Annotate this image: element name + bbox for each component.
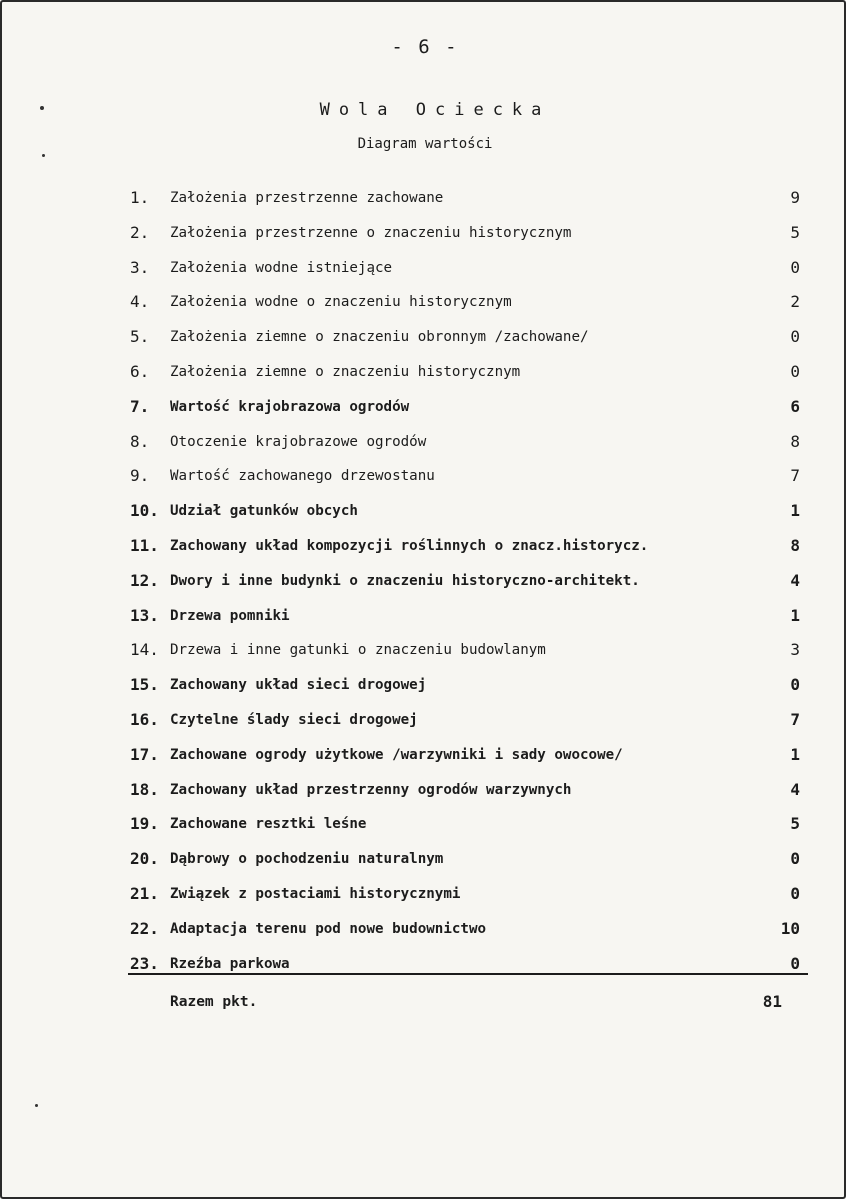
table-row — [130, 428, 800, 463]
row-number: 14. — [130, 640, 159, 660]
value-table — [130, 184, 800, 984]
row-number: 8. — [130, 431, 150, 451]
row-label: Założenia ziemne o znaczeniu obronnym /zachowane/ — [170, 329, 589, 346]
row-value: 6 — [790, 396, 800, 416]
row-number: 22. — [130, 918, 159, 938]
row-number: 7. — [130, 396, 150, 416]
row-number: 11. — [130, 535, 159, 555]
row-number: 13. — [130, 605, 159, 625]
row-label: Rzeźba parkowa — [170, 955, 290, 972]
row-value: 5 — [790, 222, 800, 242]
row-number: 20. — [130, 849, 159, 869]
row-number: 6. — [130, 361, 150, 381]
row-label: Adaptacja terenu pod nowe budownictwo — [170, 920, 487, 937]
row-value: 9 — [790, 188, 800, 207]
row-number: 19. — [130, 814, 159, 834]
row-label: Zachowany układ przestrzenny ogrodów warzywnych — [170, 781, 572, 798]
row-label: Wartość zachowanego drzewostanu — [170, 468, 435, 485]
paper-speck — [40, 106, 44, 110]
table-row — [130, 602, 800, 637]
table-row — [130, 950, 800, 985]
row-value: 0 — [790, 883, 800, 903]
row-label: Dąbrowy o pochodzeniu naturalnym — [170, 851, 444, 868]
row-label: Założenia wodne istniejące — [170, 259, 393, 276]
row-value: 7 — [790, 466, 800, 486]
row-label: Drzewa pomniki — [170, 607, 290, 624]
page-number: - 6 - — [391, 36, 459, 58]
row-value: 8 — [790, 535, 800, 555]
row-value: 0 — [790, 953, 800, 973]
table-row — [130, 845, 800, 880]
table-row — [130, 184, 800, 219]
row-value: 1 — [790, 501, 800, 521]
row-value: 0 — [790, 849, 800, 869]
row-label: Wartość krajobrazowa ogrodów — [170, 398, 410, 415]
row-value: 4 — [790, 570, 800, 590]
table-row — [130, 706, 800, 741]
total-divider-line — [128, 973, 808, 975]
row-label: Zachowane ogrody użytkowe /warzywniki i sady owocowe/ — [170, 746, 623, 763]
row-value: 10 — [780, 918, 800, 938]
row-number: 21. — [130, 883, 159, 903]
document-subtitle: Diagram wartości — [357, 136, 493, 152]
table-row — [130, 219, 800, 254]
table-row — [130, 254, 800, 289]
table-row — [130, 810, 800, 845]
row-label: Zachowany układ sieci drogowej — [170, 677, 427, 694]
table-row — [130, 497, 800, 532]
row-number: 9. — [130, 466, 150, 486]
table-row — [130, 288, 800, 323]
table-row — [130, 636, 800, 671]
row-value: 0 — [790, 257, 800, 277]
row-label: Związek z postaciami historycznymi — [170, 885, 461, 902]
table-row — [130, 462, 800, 497]
table-row — [130, 393, 800, 428]
table-row — [130, 915, 800, 950]
total-label: Razem pkt. — [170, 994, 258, 1010]
row-number: 1. — [130, 188, 150, 207]
row-value: 0 — [790, 327, 800, 347]
row-label: Założenia ziemne o znaczeniu historycznym — [170, 363, 521, 380]
row-label: Zachowane resztki leśne — [170, 816, 367, 833]
table-row — [130, 741, 800, 776]
row-number: 18. — [130, 779, 159, 799]
row-value: 0 — [790, 675, 800, 695]
row-label: Dwory i inne budynki o znaczeniu historyczno-architekt. — [170, 572, 640, 589]
row-value: 3 — [790, 640, 800, 660]
row-label: Otoczenie krajobrazowe ogrodów — [170, 433, 427, 450]
row-number: 23. — [130, 953, 159, 973]
row-number: 5. — [130, 327, 150, 347]
table-row — [130, 671, 800, 706]
row-number: 2. — [130, 222, 150, 242]
row-label: Udział gatunków obcych — [170, 503, 358, 520]
row-number: 12. — [130, 570, 159, 590]
row-value: 7 — [790, 709, 800, 729]
paper-speck — [42, 154, 45, 157]
row-value: 4 — [790, 779, 800, 799]
row-number: 10. — [130, 501, 159, 521]
row-label: Założenia wodne o znaczeniu historycznym — [170, 294, 512, 311]
row-value: 1 — [790, 605, 800, 625]
row-value: 8 — [790, 431, 800, 451]
row-value: 0 — [790, 361, 800, 381]
row-label: Drzewa i inne gatunki o znaczeniu budowlanym — [170, 642, 546, 659]
table-row — [130, 358, 800, 393]
row-label: Czytelne ślady sieci drogowej — [170, 711, 418, 728]
table-row — [130, 880, 800, 915]
row-value: 5 — [790, 814, 800, 834]
table-row — [130, 776, 800, 811]
table-row — [130, 323, 800, 358]
row-value: 2 — [790, 292, 800, 312]
row-number: 16. — [130, 709, 159, 729]
row-label: Założenia przestrzenne o znaczeniu historycznym — [170, 224, 572, 241]
row-label: Zachowany układ kompozycji roślinnych o znacz.historycz. — [170, 537, 649, 554]
table-row — [130, 532, 800, 567]
row-label: Założenia przestrzenne zachowane — [170, 190, 444, 206]
row-number: 17. — [130, 744, 159, 764]
table-row — [130, 567, 800, 602]
row-value: 1 — [790, 744, 800, 764]
row-number: 15. — [130, 675, 159, 695]
total-value: 81 — [762, 992, 782, 1011]
document-title: Wola Ociecka — [319, 100, 551, 120]
row-number: 4. — [130, 292, 150, 312]
row-number: 3. — [130, 257, 150, 277]
paper-speck — [35, 1104, 38, 1107]
